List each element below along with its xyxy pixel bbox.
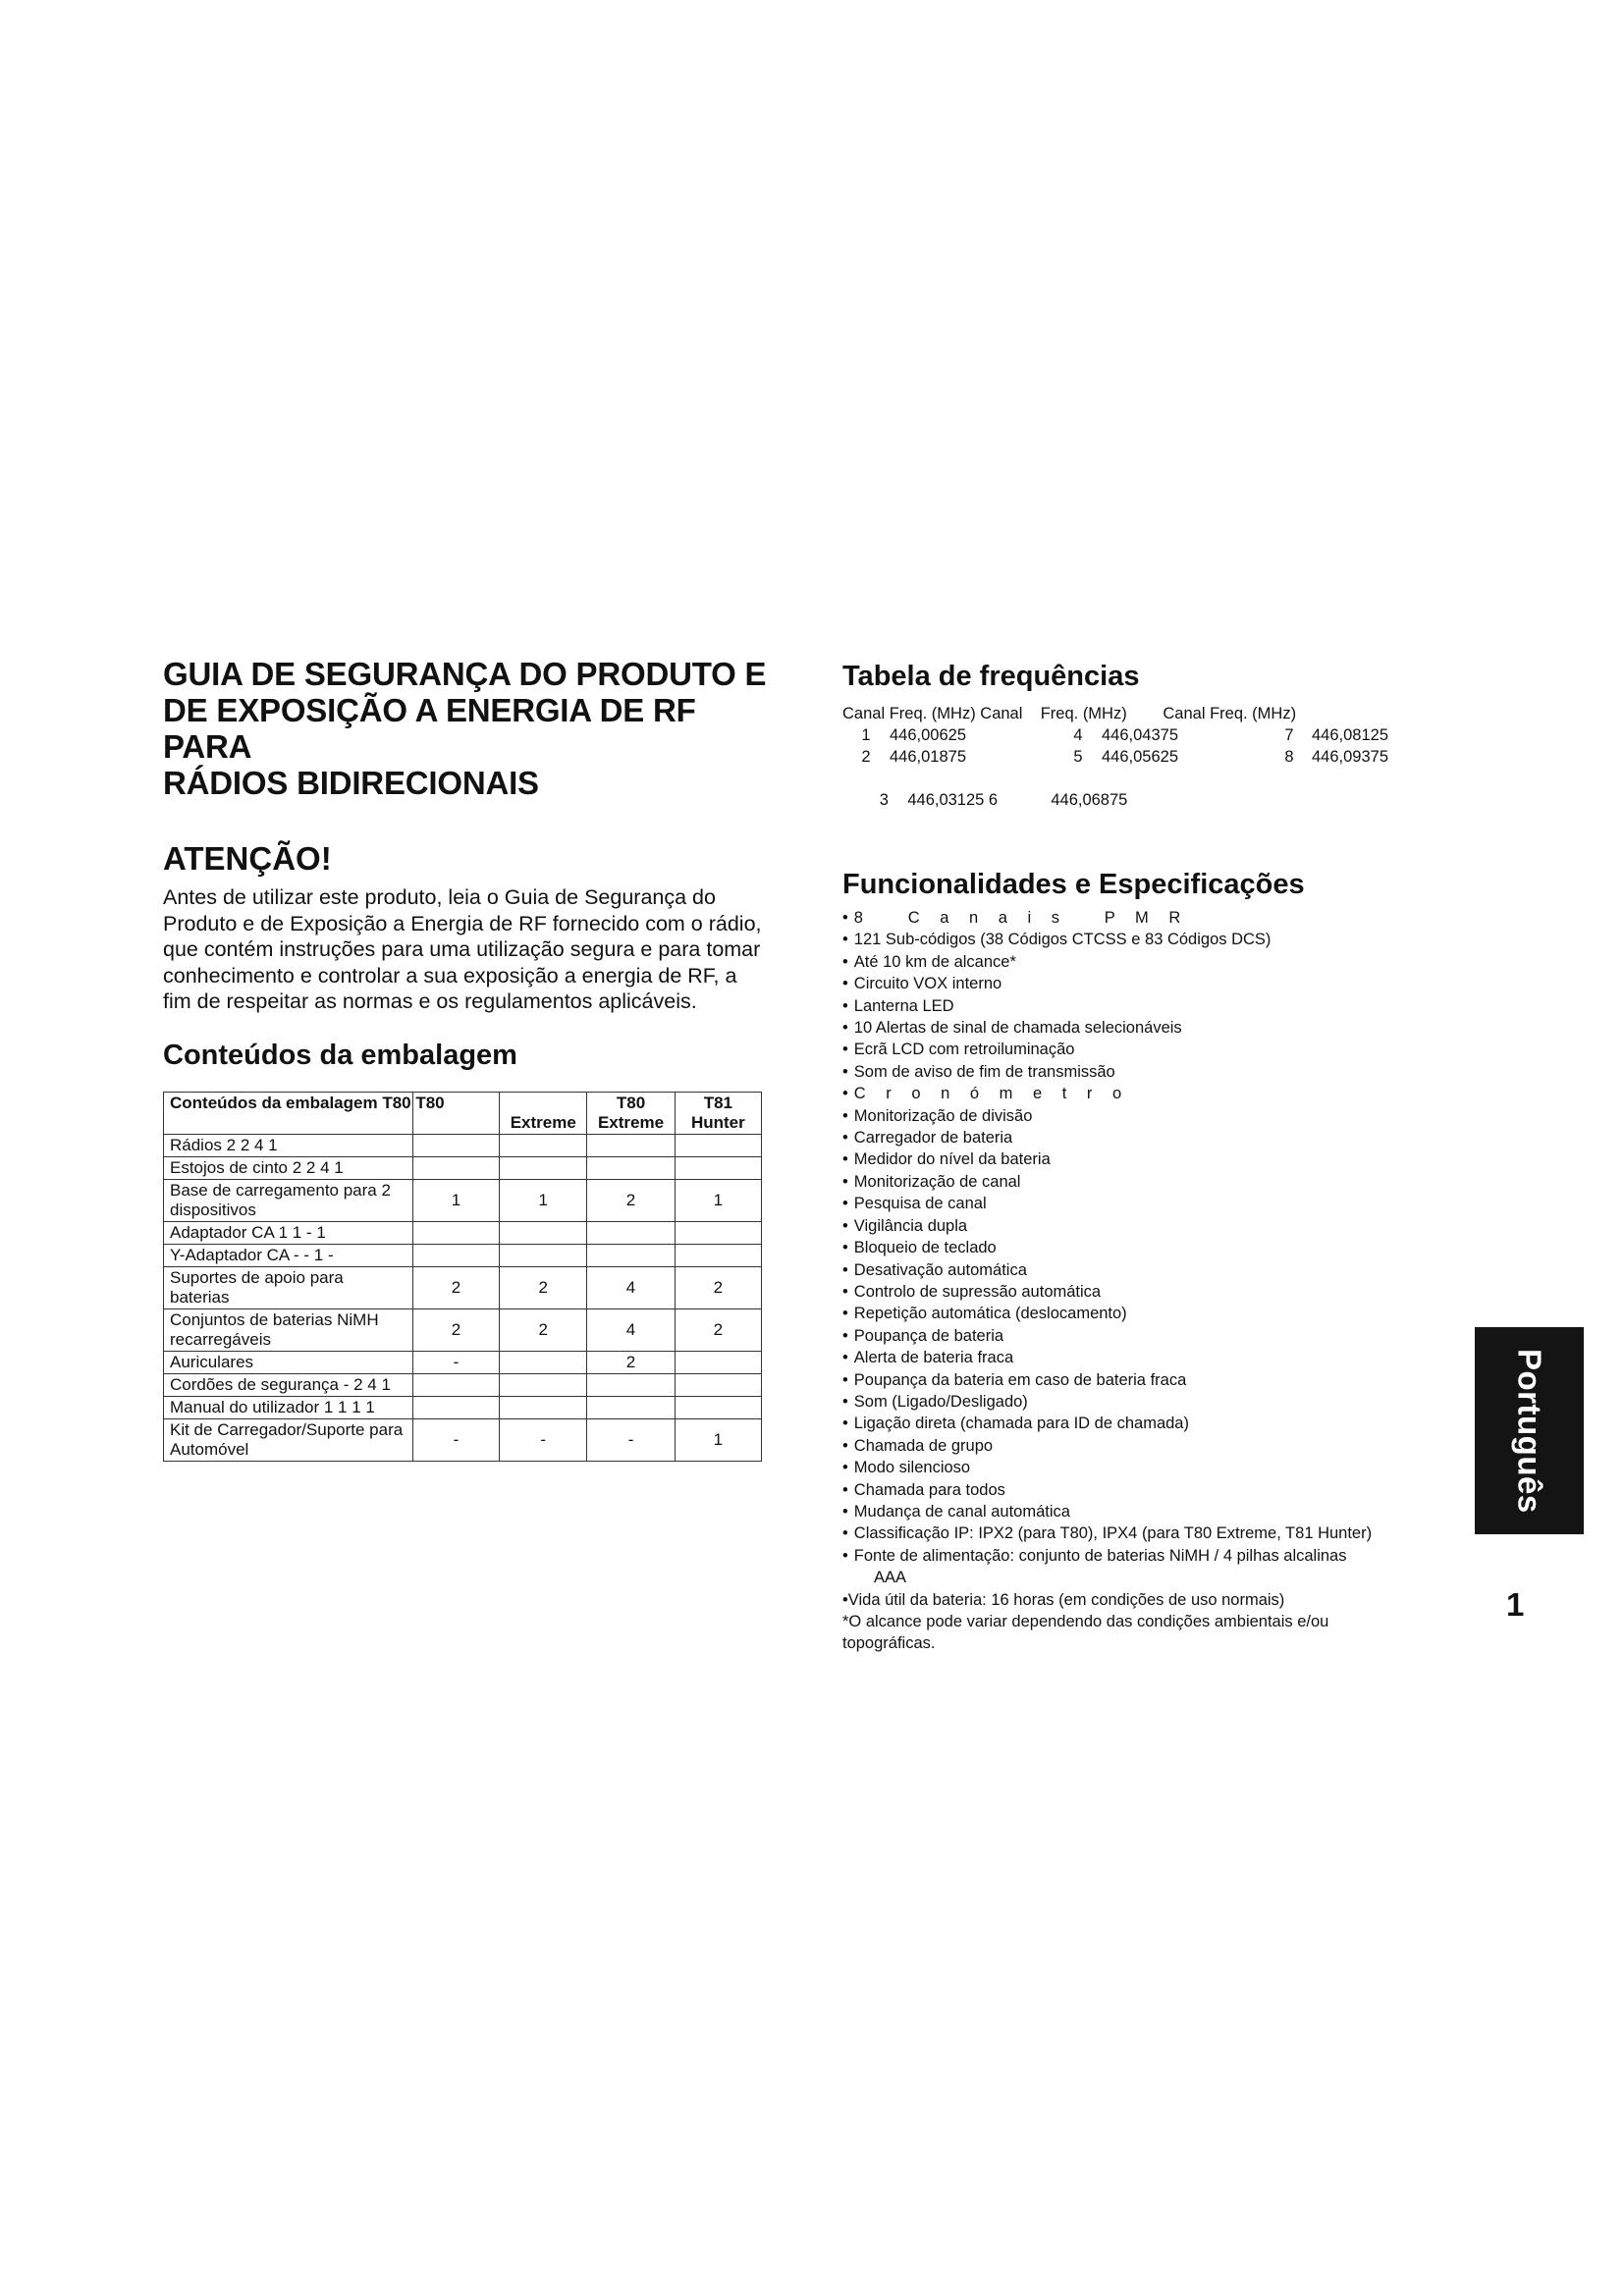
feature-continuation: AAA bbox=[874, 1569, 907, 1587]
feature-text: Monitorização de canal bbox=[853, 1172, 1021, 1191]
table-cell-qty: - bbox=[412, 1418, 499, 1461]
feature-text: Poupança da bateria em caso de bateria fraca bbox=[853, 1370, 1187, 1389]
table-cell-qty: 2 bbox=[412, 1308, 499, 1351]
table-cell-qty bbox=[675, 1156, 761, 1179]
package-contents-heading: Conteúdos da embalagem bbox=[163, 1039, 517, 1071]
feature-text: Lanterna LED bbox=[853, 996, 954, 1015]
freq-value-cell: 446,08125 bbox=[1312, 726, 1388, 744]
list-item bbox=[842, 1457, 1451, 1478]
intro-line-3: que contém instruções para uma utilização segura e para tomar bbox=[163, 937, 761, 961]
table-cell-item: Manual do utilizador 1 1 1 1 bbox=[164, 1396, 413, 1418]
bullet-icon: • bbox=[842, 1129, 848, 1148]
list-item bbox=[842, 1193, 1451, 1214]
table-cell-item: Kit de Carregador/Suporte para Automóvel bbox=[164, 1418, 413, 1461]
bullet-icon: • bbox=[842, 1282, 848, 1301]
feature-text: Ligação direta (chamada para ID de chamada) bbox=[853, 1415, 1189, 1433]
table-cell-qty bbox=[412, 1373, 499, 1396]
feature-text: Monitorização de divisão bbox=[853, 1106, 1033, 1125]
bullet-icon: • bbox=[842, 931, 848, 949]
table-cell-qty: - bbox=[412, 1351, 499, 1373]
table-row bbox=[164, 1134, 762, 1156]
list-item bbox=[842, 1215, 1451, 1237]
title-line-3: RÁDIOS BIDIRECIONAIS bbox=[163, 765, 539, 801]
list-item bbox=[842, 1259, 1451, 1281]
table-cell-qty bbox=[675, 1134, 761, 1156]
bullet-icon: • bbox=[842, 1546, 848, 1565]
bullet-icon: • bbox=[842, 1239, 848, 1257]
intro-line-4: conhecimento e controlar a sua exposição a energia de RF, a bbox=[163, 963, 737, 988]
list-item bbox=[842, 1281, 1451, 1303]
list-item bbox=[842, 1171, 1451, 1193]
feature-text: Desativação automática bbox=[853, 1260, 1027, 1279]
bullet-icon: • bbox=[842, 1062, 848, 1081]
table-row bbox=[164, 1221, 762, 1244]
bullet-icon: • bbox=[842, 1326, 848, 1345]
table-cell-item: Adaptador CA 1 1 - 1 bbox=[164, 1221, 413, 1244]
feature-text: Modo silencioso bbox=[853, 1459, 971, 1477]
table-cell-item: Y-Adaptador CA - - 1 - bbox=[164, 1244, 413, 1266]
last-feature-text: Vida útil da bateria: 16 horas (em condições de uso normais) bbox=[847, 1590, 1285, 1609]
feature-text: Alerta de bateria fraca bbox=[853, 1349, 1014, 1367]
feature-text: Medidor do nível da bateria bbox=[853, 1150, 1051, 1169]
bullet-icon: • bbox=[842, 1019, 848, 1038]
list-item bbox=[842, 1303, 1451, 1324]
bullet-icon: • bbox=[842, 1172, 848, 1191]
feature-text: 10 Alertas de sinal de chamada selecionáveis bbox=[853, 1019, 1182, 1038]
freq-channel-cell: 7 bbox=[1284, 726, 1294, 744]
page-number: 1 bbox=[1506, 1586, 1525, 1623]
table-row bbox=[164, 1373, 762, 1396]
list-item bbox=[842, 1325, 1451, 1347]
feature-text: Chamada para todos bbox=[853, 1480, 1005, 1499]
table-cell-item: Auriculares bbox=[164, 1351, 413, 1373]
freq-value-cell: 446,04375 bbox=[1102, 726, 1178, 744]
bullet-icon: • bbox=[842, 1085, 848, 1103]
freq-channel-cell: 2 bbox=[861, 748, 871, 766]
table-header-row bbox=[164, 1092, 762, 1134]
list-item bbox=[842, 1545, 1451, 1567]
list-item bbox=[842, 1347, 1451, 1368]
table-cell-qty bbox=[500, 1134, 587, 1156]
table-cell-qty bbox=[587, 1134, 675, 1156]
note-line-2: topográficas. bbox=[842, 1634, 936, 1653]
feature-text: Repetição automática (deslocamento) bbox=[853, 1305, 1127, 1323]
table-cell-qty: - bbox=[587, 1418, 675, 1461]
table-cell-qty: 1 bbox=[412, 1179, 499, 1221]
list-item bbox=[842, 1017, 1451, 1039]
table-cell-item: Cordões de segurança - 2 4 1 bbox=[164, 1373, 413, 1396]
language-side-tab bbox=[1475, 1327, 1584, 1534]
freq-channel-cell: 5 bbox=[1073, 748, 1083, 766]
feature-text: Ecrã LCD com retroiluminação bbox=[853, 1041, 1075, 1059]
bullet-icon: • bbox=[842, 975, 848, 993]
list-item bbox=[842, 1435, 1451, 1457]
table-cell-qty bbox=[500, 1221, 587, 1244]
bullet-icon: • bbox=[842, 1349, 848, 1367]
intro-line-1: Antes de utilizar este produto, leia o Guia de Segurança do bbox=[163, 885, 716, 909]
table-cell-qty bbox=[675, 1373, 761, 1396]
feature-text: Vigilância dupla bbox=[853, 1216, 968, 1235]
feature-text: Poupança de bateria bbox=[853, 1326, 1004, 1345]
table-row bbox=[164, 1156, 762, 1179]
table-cell-item: Suportes de apoio para baterias bbox=[164, 1266, 413, 1308]
bullet-icon: • bbox=[842, 1436, 848, 1455]
attention-heading: ATENÇÃO! bbox=[163, 840, 332, 877]
features-list bbox=[842, 907, 1451, 1567]
title-line-1: GUIA DE SEGURANÇA DO PRODUTO E bbox=[163, 656, 767, 692]
list-item bbox=[842, 1501, 1451, 1522]
list-item bbox=[842, 1522, 1451, 1544]
bullet-icon: • bbox=[842, 1150, 848, 1169]
table-cell-qty: 4 bbox=[587, 1308, 675, 1351]
table-cell-qty bbox=[412, 1221, 499, 1244]
intro-line-5: fim de respeitar as normas e os regulamentos aplicáveis. bbox=[163, 989, 697, 1013]
list-item bbox=[842, 995, 1451, 1017]
header-cell-t80-extreme: T80 Extreme bbox=[587, 1092, 675, 1134]
list-item bbox=[842, 1105, 1451, 1127]
list-item bbox=[842, 973, 1451, 994]
list-item bbox=[842, 1391, 1451, 1413]
freq-value-cell: 446,09375 bbox=[1312, 748, 1388, 766]
feature-text: Carregador de bateria bbox=[853, 1129, 1013, 1148]
bullet-icon: • bbox=[842, 909, 848, 927]
table-row bbox=[164, 1179, 762, 1221]
table-cell-qty bbox=[412, 1396, 499, 1418]
feature-text: Circuito VOX interno bbox=[853, 975, 1002, 993]
freq-row3-value: 446,03125 6 bbox=[907, 791, 999, 809]
table-cell-qty bbox=[587, 1373, 675, 1396]
header-extreme-label: Extreme bbox=[510, 1112, 576, 1132]
frequency-table-heading: Tabela de frequências bbox=[842, 661, 1140, 692]
table-cell-qty bbox=[500, 1156, 587, 1179]
table-cell-qty bbox=[412, 1244, 499, 1266]
table-cell-qty bbox=[500, 1396, 587, 1418]
table-cell-qty: 1 bbox=[500, 1179, 587, 1221]
freq-value-cell: 446,05625 bbox=[1102, 748, 1178, 766]
right-column bbox=[842, 660, 1451, 1655]
table-row bbox=[164, 1396, 762, 1418]
list-item bbox=[842, 1039, 1451, 1060]
list-item bbox=[842, 1148, 1451, 1170]
table-cell-qty bbox=[587, 1396, 675, 1418]
bullet-icon: • bbox=[842, 1415, 848, 1433]
feature-text: Classificação IP: IPX2 (para T80), IPX4 (para T80 Extreme, T81 Hunter) bbox=[853, 1524, 1373, 1543]
table-row bbox=[164, 1308, 762, 1351]
last-feature: •Vida útil da bateria: 16 horas (em condições de uso normais) bbox=[842, 1590, 1285, 1609]
feature-text: Fonte de alimentação: conjunto de baterias NiMH / 4 pilhas alcalinas bbox=[853, 1546, 1347, 1565]
table-cell-item: Conjuntos de baterias NiMH recarregáveis bbox=[164, 1308, 413, 1351]
bullet-icon: • bbox=[842, 1370, 848, 1389]
table-cell-qty bbox=[587, 1156, 675, 1179]
bullet-icon: • bbox=[842, 1524, 848, 1543]
list-item bbox=[842, 1127, 1451, 1148]
table-row bbox=[164, 1266, 762, 1308]
package-table-body bbox=[164, 1134, 762, 1461]
frequency-table bbox=[842, 724, 1430, 768]
bullet-icon: • bbox=[842, 1305, 848, 1323]
note-line-1: *O alcance pode variar dependendo das condições ambientais e/ou bbox=[842, 1613, 1329, 1630]
list-item bbox=[842, 1083, 1451, 1104]
feature-text: Até 10 km de alcance* bbox=[853, 952, 1016, 971]
list-item bbox=[842, 929, 1451, 950]
range-note bbox=[842, 1611, 1451, 1655]
frequency-row bbox=[842, 724, 1430, 746]
table-cell-item: Base de carregamento para 2 dispositivos bbox=[164, 1179, 413, 1221]
bullet-icon: • bbox=[842, 952, 848, 971]
bullet-icon: • bbox=[842, 1459, 848, 1477]
feature-text: C r o n ó m e t r o bbox=[853, 1085, 1130, 1103]
table-cell-qty: 4 bbox=[587, 1266, 675, 1308]
intro-paragraph bbox=[163, 884, 791, 1015]
table-cell-qty: 2 bbox=[587, 1179, 675, 1221]
table-cell-qty bbox=[412, 1156, 499, 1179]
safety-guide-title bbox=[163, 656, 791, 801]
table-cell-qty: 2 bbox=[587, 1351, 675, 1373]
feature-text: Pesquisa de canal bbox=[853, 1195, 987, 1213]
table-cell-qty: 2 bbox=[500, 1308, 587, 1351]
table-row bbox=[164, 1351, 762, 1373]
feature-text: Mudança de canal automática bbox=[853, 1502, 1070, 1521]
frequency-row bbox=[842, 746, 1430, 768]
bullet-icon: • bbox=[842, 1195, 848, 1213]
table-cell-qty: 1 bbox=[675, 1418, 761, 1461]
table-cell-qty: 2 bbox=[500, 1266, 587, 1308]
table-cell-item: Estojos de cinto 2 2 4 1 bbox=[164, 1156, 413, 1179]
feature-text: 8 C a n a i s P M R bbox=[853, 909, 1189, 927]
list-item bbox=[842, 907, 1451, 929]
freq-channel-cell: 8 bbox=[1284, 748, 1294, 766]
table-cell-qty bbox=[587, 1221, 675, 1244]
list-item bbox=[842, 1237, 1451, 1258]
list-item bbox=[842, 951, 1451, 973]
table-cell-qty bbox=[675, 1351, 761, 1373]
bullet-icon: • bbox=[842, 996, 848, 1015]
bullet-icon: • bbox=[842, 1216, 848, 1235]
freq-value-cell: 446,01875 bbox=[890, 748, 966, 766]
table-cell-qty: 2 bbox=[675, 1266, 761, 1308]
title-line-2: DE EXPOSIÇÃO A ENERGIA DE RF PARA bbox=[163, 692, 696, 765]
table-cell-qty bbox=[675, 1396, 761, 1418]
freq-value-cell: 446,00625 bbox=[890, 726, 966, 744]
bullet-icon: • bbox=[842, 1480, 848, 1499]
table-cell-qty bbox=[675, 1221, 761, 1244]
table-cell-qty: 2 bbox=[412, 1266, 499, 1308]
language-tab-label: Português bbox=[1511, 1348, 1548, 1514]
freq-channel-cell: 4 bbox=[1073, 726, 1083, 744]
bullet-icon: • bbox=[842, 1392, 848, 1411]
bullet-icon: • bbox=[842, 1106, 848, 1125]
list-item bbox=[842, 1413, 1451, 1434]
list-item bbox=[842, 1479, 1451, 1501]
bullet-icon: • bbox=[842, 1502, 848, 1521]
left-column bbox=[163, 656, 791, 1462]
table-cell-qty bbox=[587, 1244, 675, 1266]
bullet-icon: • bbox=[842, 1041, 848, 1059]
table-cell-qty: 2 bbox=[675, 1308, 761, 1351]
feature-text: 121 Sub-códigos (38 Códigos CTCSS e 83 Códigos DCS) bbox=[853, 931, 1272, 949]
intro-line-2: Produto e de Exposição a Energia de RF fornecido com o rádio, bbox=[163, 911, 762, 935]
table-cell-item: Rádios 2 2 4 1 bbox=[164, 1134, 413, 1156]
feature-text: Som (Ligado/Desligado) bbox=[853, 1392, 1028, 1411]
table-cell-qty: 1 bbox=[675, 1179, 761, 1221]
header-cell-extreme bbox=[500, 1092, 587, 1134]
features-heading: Funcionalidades e Especificações bbox=[842, 869, 1305, 900]
bullet-icon: • bbox=[842, 1260, 848, 1279]
feature-text: Chamada de grupo bbox=[853, 1436, 994, 1455]
table-cell-qty bbox=[675, 1244, 761, 1266]
header-cell-t81-hunter: T81 Hunter bbox=[675, 1092, 761, 1134]
table-cell-qty bbox=[500, 1351, 587, 1373]
frequency-table-body bbox=[842, 724, 1430, 768]
freq-row3-value-2: 446,06875 bbox=[1051, 791, 1128, 809]
table-row bbox=[164, 1418, 762, 1461]
frequency-row-3 bbox=[842, 768, 1451, 832]
freq-channel-cell: 1 bbox=[861, 726, 871, 744]
feature-text: Controlo de supressão automática bbox=[853, 1282, 1102, 1301]
freq-row3-channel: 3 bbox=[879, 791, 889, 809]
frequency-table-header: Canal Freq. (MHz) Canal Freq. (MHz) Canal Freq. (MHz) bbox=[842, 705, 1297, 722]
list-item bbox=[842, 1061, 1451, 1083]
list-item bbox=[842, 1369, 1451, 1391]
package-contents-table bbox=[163, 1092, 762, 1462]
table-cell-qty: - bbox=[500, 1418, 587, 1461]
header-cell-contents: Conteúdos da embalagem T80 T80 bbox=[164, 1092, 413, 1134]
table-row bbox=[164, 1244, 762, 1266]
feature-text: Bloqueio de teclado bbox=[853, 1239, 997, 1257]
table-cell-qty bbox=[412, 1134, 499, 1156]
feature-text: Som de aviso de fim de transmissão bbox=[853, 1062, 1115, 1081]
table-cell-qty bbox=[500, 1373, 587, 1396]
table-cell-qty bbox=[500, 1244, 587, 1266]
